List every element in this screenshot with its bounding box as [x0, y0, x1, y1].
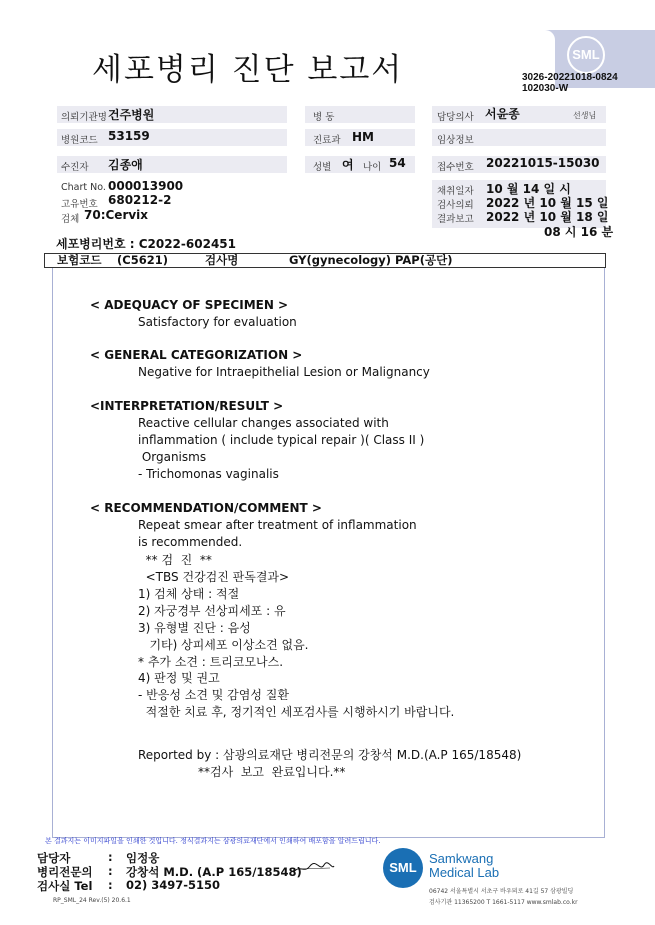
- recommendation-heading: < RECOMMENDATION/COMMENT >: [90, 501, 322, 515]
- collect-value: 10 월 14 일 시: [486, 182, 571, 196]
- recommendation-line-10: 4) 판정 및 권고: [138, 671, 220, 685]
- interpretation-heading: <INTERPRETATION/RESULT >: [90, 399, 284, 413]
- patient-value: 김종애: [108, 158, 143, 172]
- sml-logo-icon: SML: [567, 36, 605, 74]
- adequacy-heading: < ADEQUACY OF SPECIMEN >: [90, 298, 289, 312]
- doctor-value: 서윤종: [485, 107, 520, 121]
- recommendation-line-3: ** 검 진 **: [138, 553, 212, 567]
- institution-value: 건주병원: [108, 108, 155, 122]
- document-number: [522, 72, 618, 94]
- pathologist-label: 병리전문의: [37, 865, 93, 879]
- interpretation-line-1: Reactive cellular changes associated with: [138, 416, 389, 430]
- test-name-label: 검사명: [205, 253, 239, 267]
- lab-address: 06742 서울특별시 서초구 바우뫼로 41길 57 삼광빌딩: [429, 888, 574, 895]
- age-label: 나이: [363, 162, 382, 173]
- recommendation-line-12: 적절한 치료 후, 정기적인 세포검사를 시행하시기 바랍니다.: [138, 705, 455, 719]
- tel-label: 검사실 Tel: [37, 879, 93, 893]
- sex-value: 여: [342, 158, 354, 172]
- patient-label: 수진자: [61, 162, 89, 173]
- request-value: 2022 년 10 월 15 일: [486, 196, 609, 210]
- footer-notice: 본 결과지는 이미지파일을 인쇄한 것입니다. 정식결과지는 삼광의료재단에서 인쇄하여 배포함을 알려드립니다.: [45, 837, 381, 845]
- tel-value: 02) 3497-5150: [126, 878, 221, 892]
- specimen-label: 검체: [61, 214, 80, 225]
- report-label: 결과보고: [437, 214, 474, 225]
- report-complete: **검사 보고 완료입니다.**: [198, 765, 346, 779]
- document-number-line2: 102030-W: [522, 83, 569, 94]
- unique-value: 680212-2: [108, 193, 172, 207]
- staff-colon: :: [108, 850, 113, 864]
- staff-value: 임정웅: [126, 851, 160, 865]
- recommendation-line-2: is recommended.: [138, 535, 243, 549]
- category-heading: < GENERAL CATEGORIZATION >: [90, 348, 303, 362]
- recommendation-line-4: <TBS 건강검진 판독결과>: [138, 570, 290, 584]
- recommendation-line-1: Repeat smear after treatment of inflammation: [138, 518, 417, 532]
- report-title: 세포병리 진단 보고서: [92, 52, 404, 88]
- interpretation-line-2: inflammation ( include typical repair )( Class II ): [138, 433, 425, 447]
- adequacy-text: Satisfactory for evaluation: [138, 315, 297, 329]
- cyto-number: 세포병리번호 : C2022-602451: [56, 237, 236, 251]
- form-code: RP_SML_24 Rev.(5) 20.6.1: [53, 897, 131, 904]
- collect-label: 채취일자: [437, 186, 474, 197]
- samkwang-logo-icon: SML: [383, 848, 423, 888]
- insurance-label: 보험코드: [57, 253, 102, 267]
- tel-colon: :: [108, 878, 113, 892]
- samkwang-name-line1: Samkwang: [429, 851, 494, 866]
- age-value: 54: [389, 156, 406, 170]
- ward-label: 병 동: [313, 112, 335, 123]
- chart-value: 000013900: [108, 179, 184, 193]
- dept-label: 진료과: [313, 135, 341, 146]
- doctor-label: 담당의사: [437, 112, 474, 123]
- staff-label: 담당자: [37, 851, 71, 865]
- interpretation-line-3: Organisms: [138, 450, 207, 464]
- recommendation-line-5: 1) 검체 상태 : 적절: [138, 587, 240, 601]
- hospital-code-value: 53159: [108, 129, 150, 143]
- report-date-value: 2022 년 10 월 18 일: [486, 210, 609, 224]
- hospital-code-label: 병원코드: [61, 135, 98, 146]
- samkwang-name: [429, 852, 499, 880]
- receipt-value: 20221015-15030: [486, 156, 600, 170]
- doctor-suffix: 선생님: [573, 111, 597, 120]
- interpretation-line-4: - Trichomonas vaginalis: [138, 467, 279, 481]
- lab-contact: 검사기관 11365200 T 1661-5117 www.smlab.co.kr: [429, 899, 578, 906]
- receipt-label: 접수번호: [437, 162, 474, 173]
- dept-value: HM: [352, 130, 374, 144]
- recommendation-line-6: 2) 자궁경부 선상피세포 : 유: [138, 604, 286, 618]
- recommendation-line-7: 3) 유형별 진단 : 음성: [138, 621, 251, 635]
- test-code-bar: [44, 253, 606, 268]
- reported-by: Reported by : 삼광의료재단 병리전문의 강창석 M.D.(A.P 165/18548): [138, 748, 522, 762]
- recommendation-line-11: - 반응성 소견 및 감염성 질환: [138, 688, 289, 702]
- sex-label: 성별: [313, 162, 332, 173]
- report-time-value: 08 시 16 분: [544, 225, 614, 239]
- test-name: GY(gynecology) PAP(공단): [289, 253, 453, 267]
- signature-icon: [292, 860, 336, 876]
- category-text: Negative for Intraepithelial Lesion or Malignancy: [138, 365, 430, 379]
- chart-label: Chart No.: [61, 182, 106, 193]
- request-label: 검사의뢰: [437, 200, 474, 211]
- recommendation-line-8: 기타) 상피세포 이상소견 없음.: [138, 638, 309, 652]
- patient-row: [57, 156, 287, 173]
- clinical-label: 임상정보: [437, 135, 474, 146]
- recommendation-line-9: * 추가 소견 : 트리코모나스.: [138, 655, 284, 669]
- institution-label: 의뢰기관명: [61, 112, 107, 123]
- document-number-line1: 3026-20221018-0824: [522, 72, 618, 83]
- specimen-value: 70:Cervix: [84, 208, 149, 222]
- pathologist-colon: :: [108, 864, 113, 878]
- samkwang-name-line2: Medical Lab: [429, 865, 500, 880]
- unique-label: 고유번호: [61, 199, 98, 210]
- pathologist-value: 강창석 M.D. (A.P 165/18548): [126, 865, 302, 879]
- insurance-code: (C5621): [117, 253, 168, 267]
